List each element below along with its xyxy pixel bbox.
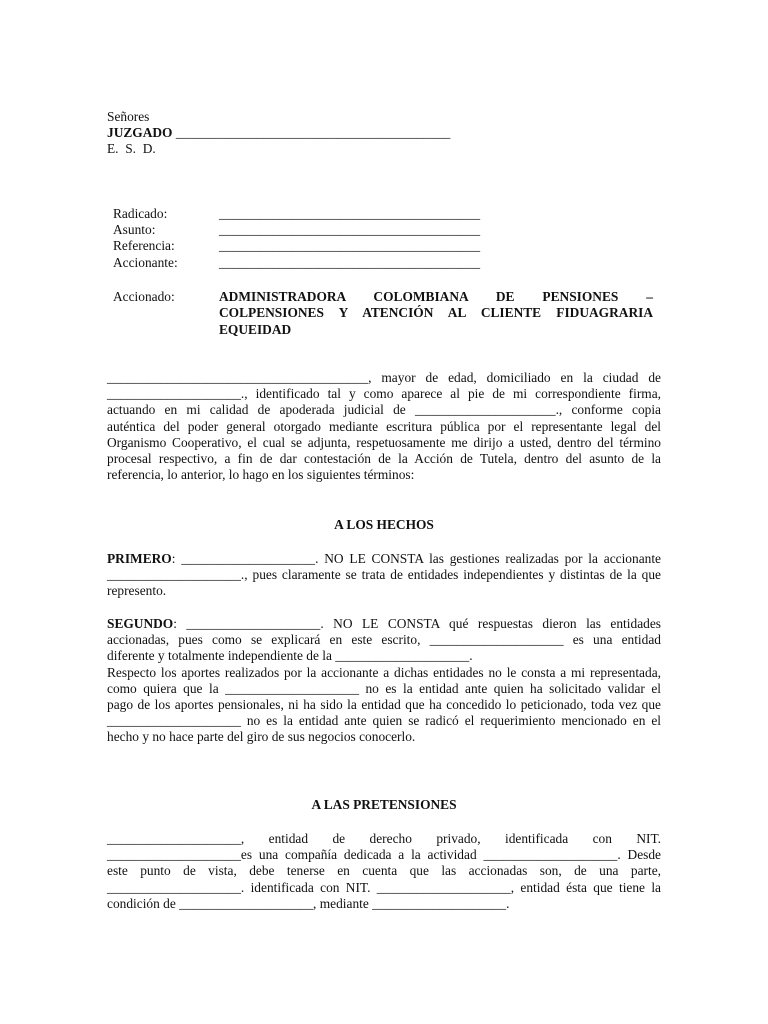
intro-line: _______________________________________, mayor de edad, domiciliado en la ciudad de (107, 370, 661, 385)
ref-row-referencia (113, 238, 493, 254)
segundo-line: diferente y totalmente independiente de la ____________________. (107, 648, 473, 664)
accionado-label: Accionado: (113, 289, 175, 304)
segundo-label: SEGUNDO (107, 616, 174, 631)
court-line (107, 125, 450, 141)
accionado-line: COLPENSIONES Y ATENCIÓN AL CLIENTE FIDUAGRARIA (219, 305, 653, 321)
intro-line: actuando en mi calidad de apoderada judicial de _____________________., conforme copia (107, 402, 661, 418)
intro-line: Organismo Cooperativo, el cual se adjunta, respetuosamente me dirijo a usted, dentro del término (107, 434, 661, 450)
segundo-line: hecho y no hace parte del giro de sus negocios conocerlo. (107, 729, 416, 745)
segundo-line: pago de los aportes pensionales, ni ha sido la entidad que ha concedido lo peticionado, toda vez que (107, 696, 661, 712)
ref-label: Asunto: (113, 222, 156, 237)
ref-row-accionante (113, 255, 493, 271)
intro-line: auténtica del poder general otorgado mediante escritura pública por el representante legal del (107, 418, 661, 434)
addressee-block (107, 109, 450, 157)
esd-line: E. S. D. (107, 141, 156, 156)
segundo-line: ____________________ no es la entidad ante quien se radicó el requerimiento mencionado en el (107, 713, 661, 729)
intro-line: referencia, lo anterior, lo hago en los siguientes términos: (107, 467, 415, 483)
ref-row-radicado (113, 206, 493, 222)
court-blank: _________________________________________ (172, 125, 451, 140)
ref-label: Radicado: (113, 206, 168, 221)
segundo-line: Respecto los aportes realizados por la accionante a dichas entidades no le consta a mi representada, (107, 664, 661, 680)
accionado-value (219, 289, 653, 338)
primero-line: ____________________., pues claramente se trata de entidades independientes y distintas de la que (107, 567, 661, 583)
pretensiones-line: ____________________, entidad de derecho privado, identificada con NIT. (107, 831, 661, 846)
ref-value: _______________________________________ (219, 206, 481, 221)
segundo-line (107, 616, 661, 632)
pretensiones-line: ____________________. identificada con NIT. ____________________, entidad ésta que tiene la (107, 879, 661, 895)
pretensiones-line: este punto de vista, debe tenerse en cuenta que las accionadas son, de una parte, (107, 863, 661, 879)
intro-paragraph (107, 370, 661, 483)
ref-value: _______________________________________ (219, 255, 481, 270)
pretensiones-paragraph (107, 831, 661, 912)
ref-label: Accionante: (113, 255, 178, 270)
intro-line: procesal respectivo, a fin de dar contestación de la Acción de Tutela, dentro del asunto de la (107, 450, 661, 466)
pretensiones-heading: A LAS PRETENSIONES (311, 797, 457, 812)
addressee-salutation: Señores (107, 109, 150, 124)
primero-line-rest: : ____________________. NO LE CONSTA las gestiones realizadas por la accionante (171, 551, 661, 566)
pretensiones-line: condición de ____________________, mediante ____________________. (107, 895, 510, 911)
segundo-line: como quiera que la ____________________ no es la entidad ante quien ha solicitado validar el (107, 680, 661, 696)
ref-row-asunto (113, 222, 493, 238)
segundo-line: accionadas, pues como se explicará en este escrito, ____________________ es una entidad (107, 632, 661, 648)
primero-paragraph (107, 551, 661, 600)
segundo-line-rest: : ____________________. NO LE CONSTA qué respuestas dieron las entidades (173, 616, 661, 631)
ref-value: _______________________________________ (219, 238, 481, 253)
court-label: JUZGADO (107, 125, 173, 140)
ref-label: Referencia: (113, 238, 175, 253)
pretensiones-line: ____________________es una compañía dedicada a la actividad ____________________. Desde (107, 847, 661, 863)
intro-line: ____________________., identificado tal y como aparece al pie de mi correspondiente firma, (107, 386, 661, 402)
primero-line: represento. (107, 583, 167, 599)
ref-value: _______________________________________ (219, 222, 481, 237)
segundo-paragraph (107, 616, 661, 746)
accionado-line: ADMINISTRADORA COLOMBIANA DE PENSIONES – (219, 289, 653, 304)
primero-line (107, 551, 661, 567)
primero-label: PRIMERO (107, 551, 172, 566)
hechos-heading: A LOS HECHOS (334, 517, 434, 532)
accionado-line: EQUEIDAD (219, 321, 292, 337)
